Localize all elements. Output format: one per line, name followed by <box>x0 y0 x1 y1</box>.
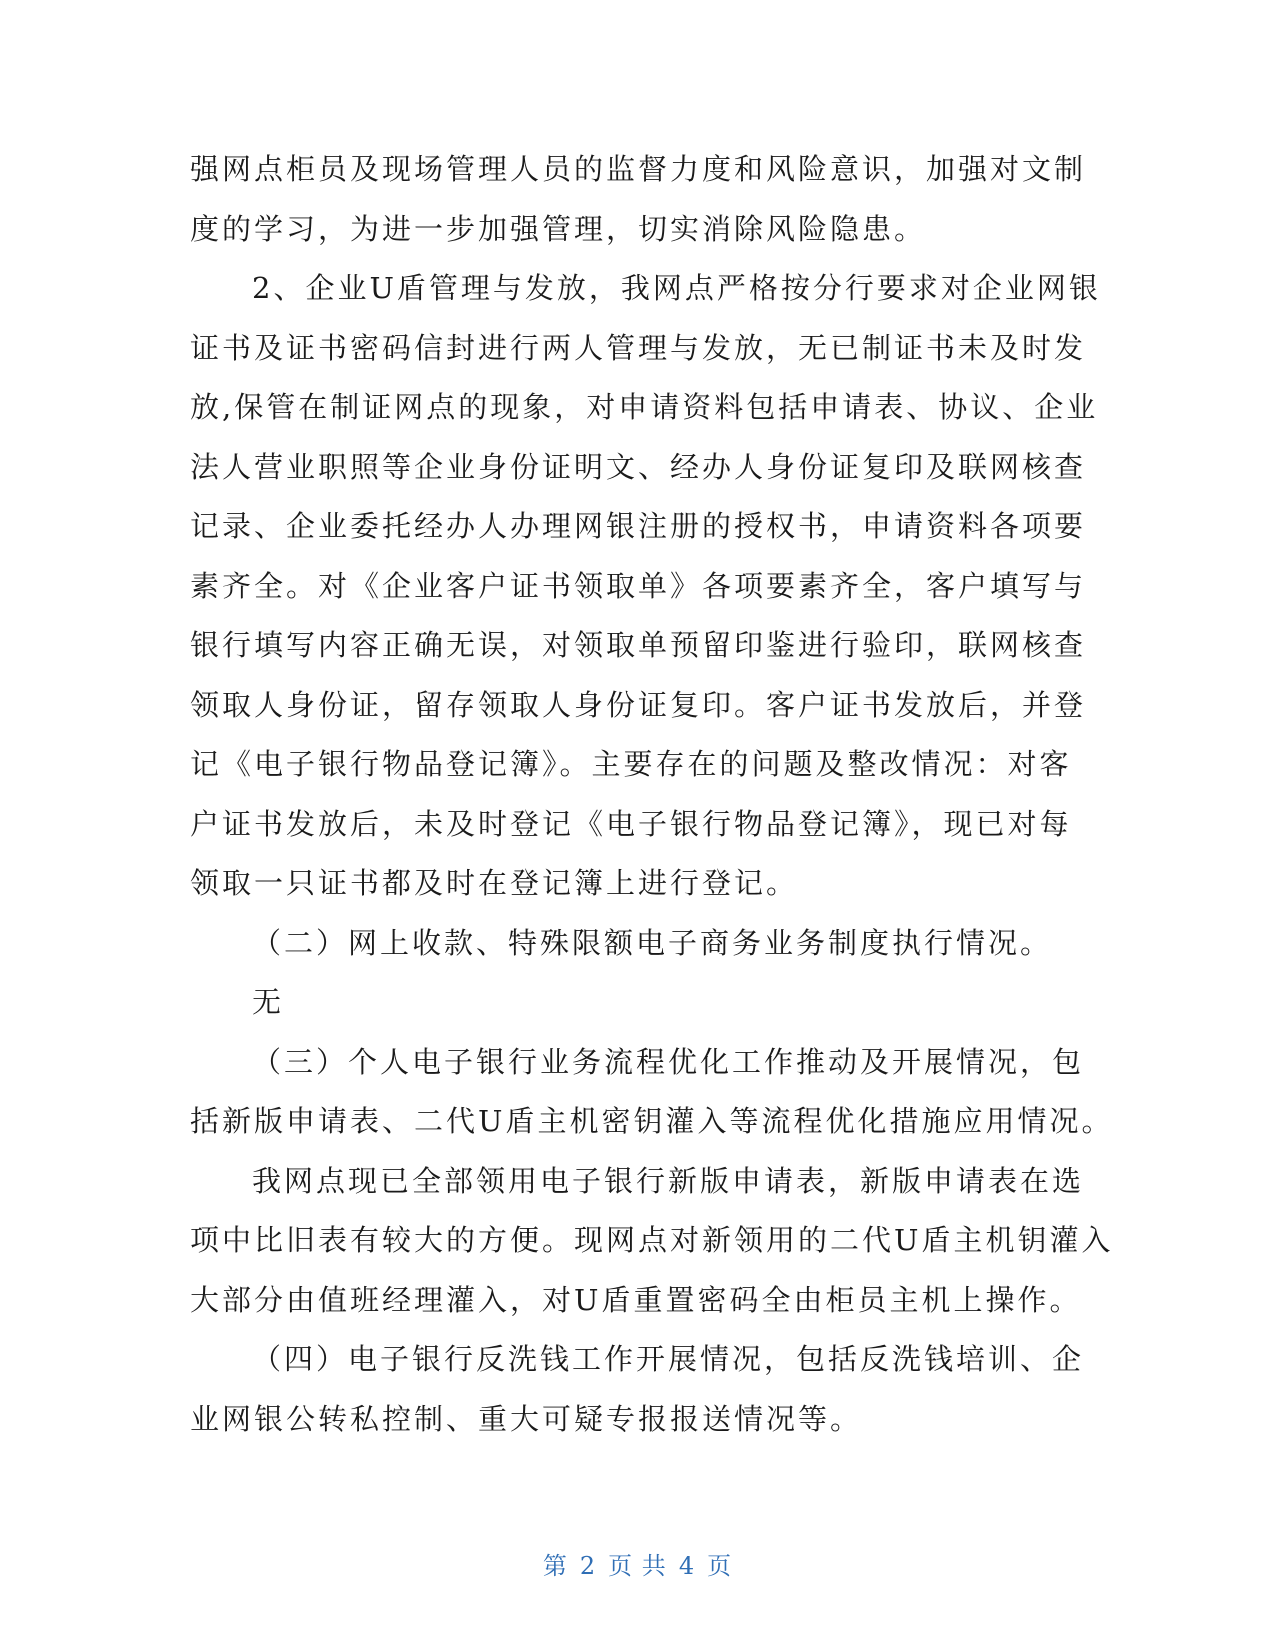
footer-mid: 页 共 <box>608 1552 667 1580</box>
text-line: 度的学习，为进一步加强管理，切实消除风险隐患。 <box>190 211 927 246</box>
text-line: 业网银公转私控制、重大可疑专报报送情况等。 <box>190 1401 863 1436</box>
document-body <box>190 140 1114 1449</box>
text-line: 强网点柜员及现场管理人员的监督力度和风险意识，加强对文制 <box>190 152 1087 186</box>
footer-suffix: 页 <box>707 1552 733 1580</box>
text-line: 2、企业U盾管理与发放，我网点严格按分行要求对企业网银 <box>252 271 1101 305</box>
text-line: 记《电子银行物品登记簿》。主要存在的问题及整改情况：对客 <box>190 747 1072 781</box>
section-heading-2: （二）网上收款、特殊限额电子商务业务制度执行情况。 <box>252 925 1053 960</box>
footer-total-pages: 4 <box>678 1552 696 1580</box>
section-heading-3: （三）个人电子银行业务流程优化工作推动及开展情况，包 <box>252 1044 1085 1079</box>
text-line: 大部分由值班经理灌入，对U盾重置密码全由柜员主机上操作。 <box>190 1282 1082 1317</box>
text-line: 领取人身份证，留存领取人身份证复印。客户证书发放后，并登 <box>190 687 1087 722</box>
section-heading-4: （四）电子银行反洗钱工作开展情况，包括反洗钱培训、企 <box>252 1342 1085 1376</box>
footer-prefix: 第 <box>542 1552 568 1580</box>
text-line: 放,保管在制证网点的现象，对申请资料包括申请表、协议、企业 <box>190 390 1099 424</box>
text-line: 记录、企业委托经办人办理网银注册的授权书，申请资料各项要 <box>190 509 1087 543</box>
text-line: 无 <box>252 985 285 1019</box>
text-line: 项中比旧表有较大的方便。现网点对新领用的二代U盾主机钥灌入 <box>190 1223 1114 1257</box>
text-line: 法人营业职照等企业身份证明文、经办人身份证复印及联网核查 <box>190 449 1087 484</box>
footer-page-number: 2 <box>579 1552 597 1580</box>
text-line: 证书及证书密码信封进行两人管理与发放，无已制证书未及时发 <box>190 330 1087 365</box>
page-footer <box>0 1546 1275 1581</box>
text-line: 素齐全。对《企业客户证书领取单》各项要素齐全，客户填写与 <box>190 568 1087 603</box>
text-line: 括新版申请表、二代U盾主机密钥灌入等流程优化措施应用情况。 <box>190 1104 1114 1138</box>
text-line: 领取一只证书都及时在登记簿上进行登记。 <box>190 866 799 900</box>
text-line: 银行填写内容正确无误，对领取单预留印鉴进行验印，联网核查 <box>190 628 1087 662</box>
text-line: 户证书发放后，未及时登记《电子银行物品登记簿》，现已对每 <box>190 806 1072 841</box>
text-line: 我网点现已全部领用电子银行新版申请表，新版申请表在选 <box>252 1163 1085 1198</box>
